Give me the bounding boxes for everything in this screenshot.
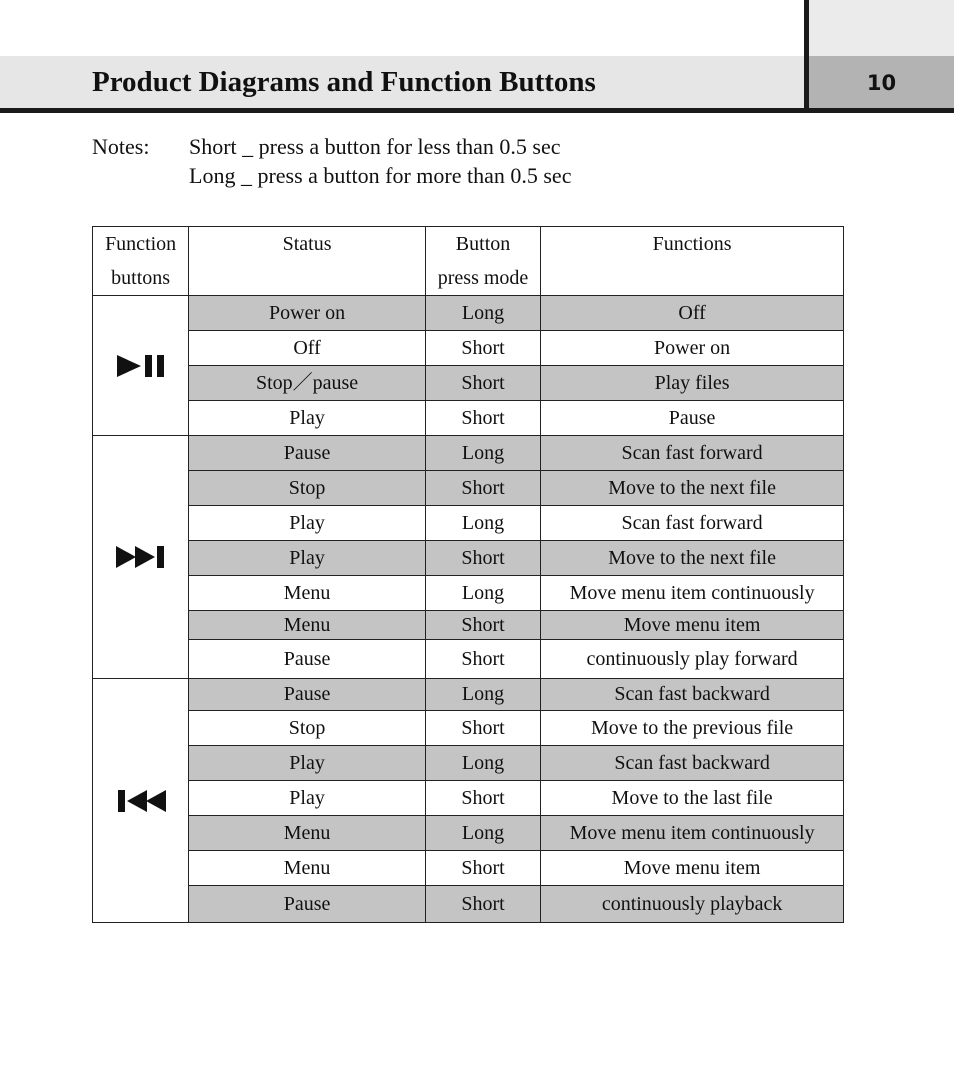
status-cell: Stop／pause [189,366,426,401]
function-buttons-table [92,226,844,923]
function-cell: Scan fast backward [541,679,844,711]
play-pause-button-cell [93,296,189,436]
function-cell: continuously play forward [541,640,844,679]
status-cell: Power on [189,296,426,331]
header-function-buttons-line2: buttons [111,267,171,289]
status-cell: Menu [189,611,426,640]
function-cell: continuously playback [541,886,844,923]
press-mode-cell: Short [425,471,540,506]
play-pause-icon [115,353,167,379]
page-number-tab-top [809,0,954,56]
header-functions: Functions [541,227,844,296]
status-cell: Pause [189,886,426,923]
function-cell: Power on [541,331,844,366]
status-cell: Menu [189,576,426,611]
table-row [93,506,844,541]
table-row [93,886,844,923]
table-row [93,471,844,506]
table-row [93,331,844,366]
next-button-cell [93,436,189,679]
press-mode-cell: Long [425,576,540,611]
function-cell: Move to the next file [541,471,844,506]
previous-button-cell [93,679,189,923]
table-row [93,436,844,471]
header-status: Status [189,227,426,296]
press-mode-cell: Long [425,436,540,471]
header-function-buttons-line1: Function [105,233,177,255]
table-row [93,711,844,746]
status-cell: Off [189,331,426,366]
function-cell: Off [541,296,844,331]
notes-label: Notes: [92,134,150,159]
header-press-mode-line2: press mode [437,267,529,289]
header-press-mode-line1: Button [455,233,511,255]
function-cell: Move menu item [541,851,844,886]
status-cell: Play [189,401,426,436]
function-cell: Move menu item continuously [541,576,844,611]
press-mode-cell: Short [425,611,540,640]
table-header-row [93,227,844,296]
press-mode-cell: Long [425,679,540,711]
press-mode-cell: Long [425,816,540,851]
status-cell: Play [189,506,426,541]
press-mode-cell: Short [425,711,540,746]
status-cell: Pause [189,679,426,711]
status-cell: Play [189,746,426,781]
table-row [93,401,844,436]
header-press-mode [425,227,540,296]
function-cell: Move to the next file [541,541,844,576]
function-cell: Scan fast backward [541,746,844,781]
table-row [93,296,844,331]
table-row [93,611,844,640]
header-rule [0,108,954,113]
status-cell: Stop [189,711,426,746]
table-row [93,851,844,886]
press-mode-cell: Short [425,401,540,436]
table-row [93,781,844,816]
status-cell: Menu [189,816,426,851]
status-cell: Pause [189,640,426,679]
function-cell: Move to the last file [541,781,844,816]
function-cell: Move menu item continuously [541,816,844,851]
function-cell: Pause [541,401,844,436]
table-row [93,576,844,611]
function-cell: Play files [541,366,844,401]
status-cell: Pause [189,436,426,471]
press-mode-cell: Short [425,886,540,923]
function-cell: Scan fast forward [541,436,844,471]
table-row [93,746,844,781]
function-cell: Move to the previous file [541,711,844,746]
page-title: Product Diagrams and Function Buttons [92,66,596,98]
table-row [93,679,844,711]
note-short: Short _ press a button for less than 0.5 sec [189,134,561,159]
table-row [93,640,844,679]
press-mode-cell: Short [425,541,540,576]
press-mode-cell: Long [425,506,540,541]
press-mode-cell: Short [425,331,540,366]
status-cell: Play [189,541,426,576]
press-mode-cell: Short [425,640,540,679]
function-cell: Scan fast forward [541,506,844,541]
status-cell: Menu [189,851,426,886]
press-mode-cell: Short [425,851,540,886]
status-cell: Play [189,781,426,816]
next-track-icon [115,544,167,570]
press-mode-cell: Short [425,781,540,816]
press-mode-cell: Long [425,746,540,781]
table-row [93,541,844,576]
note-long: Long _ press a button for more than 0.5 sec [189,163,572,188]
table-row [93,366,844,401]
press-mode-cell: Long [425,296,540,331]
table-row [93,816,844,851]
function-cell: Move menu item [541,611,844,640]
page-number: 10 [866,71,897,95]
header-function-buttons [93,227,189,296]
status-cell: Stop [189,471,426,506]
press-mode-cell: Short [425,366,540,401]
previous-track-icon [115,788,167,814]
